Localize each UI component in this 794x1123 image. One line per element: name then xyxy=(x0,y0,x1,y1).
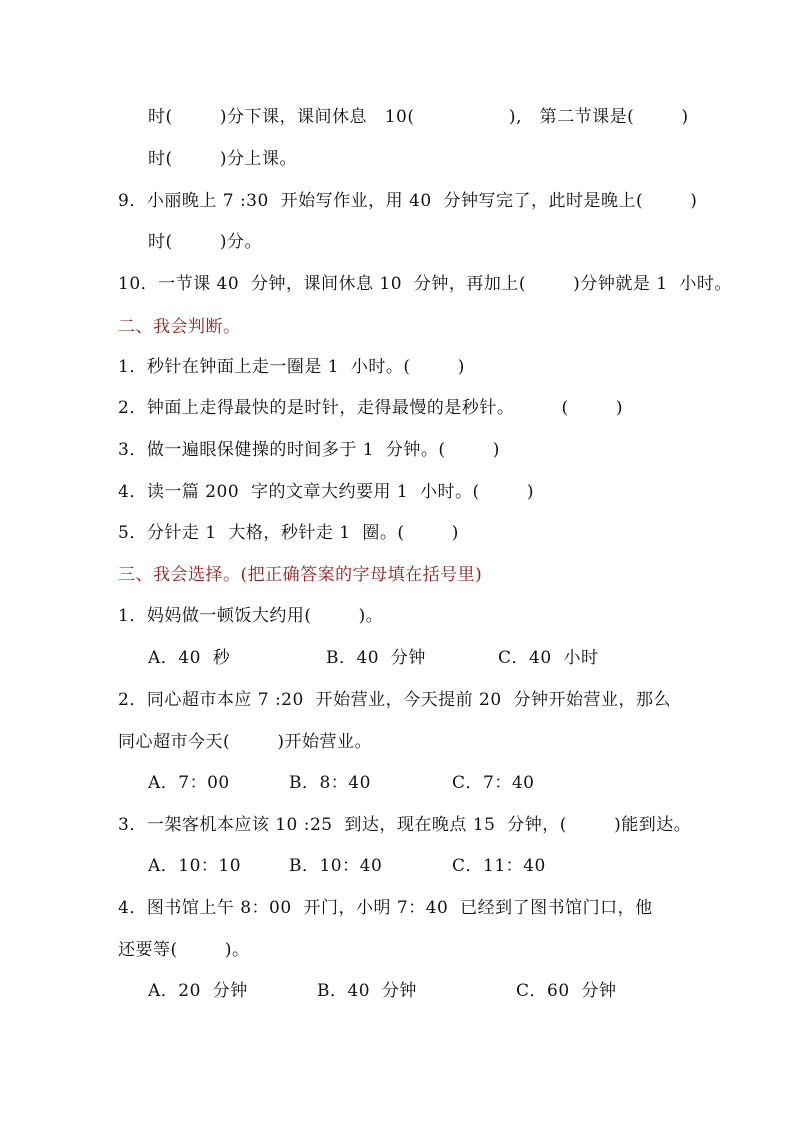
choice-q2-option-c: C．7：40 xyxy=(452,773,535,793)
question-8-line-2: 时( )分上课。 xyxy=(148,149,297,169)
judge-item-1: 1．秒针在钟面上走一圈是 1 小时。( ) xyxy=(118,357,465,377)
section-3-heading: 三、我会选择。(把正确答案的字母填在括号里) xyxy=(118,565,483,585)
choice-q3-option-b: B．10：40 xyxy=(289,856,383,876)
question-9-line-1: 9．小丽晚上 7 :30 开始写作业，用 40 分钟写完了，此时是晚上( ) xyxy=(118,191,698,211)
choice-q2-stem-line-2: 同心超市今天( )开始营业。 xyxy=(118,732,372,752)
choice-q4-stem-line-2: 还要等( )。 xyxy=(118,940,250,960)
judge-item-2: 2．钟面上走得最快的是时针，走得最慢的是秒针。 ( ) xyxy=(118,398,624,418)
choice-q1-option-c: C．40 小时 xyxy=(498,648,599,668)
question-8-line-1: 时( )分下课，课间休息 10( ), 第二节课是( ) xyxy=(148,107,689,127)
choice-q2-option-a: A．7：00 xyxy=(148,773,230,793)
choice-q1-option-a: A．40 秒 xyxy=(148,648,231,668)
question-10: 10．一节课 40 分钟，课间休息 10 分钟，再加上( )分钟就是 1 小时。 xyxy=(118,274,732,294)
choice-q3-stem: 3．一架客机本应该 10 :25 到达，现在晚点 15 分钟，( )能到达。 xyxy=(118,815,692,835)
choice-q4-stem-line-1: 4．图书馆上午 8：00 开门，小明 7：40 已经到了图书馆门口，他 xyxy=(118,898,653,918)
choice-q1-option-b: B．40 分钟 xyxy=(326,648,426,668)
question-9-line-2: 时( )分。 xyxy=(148,232,262,252)
choice-q3-option-a: A．10：10 xyxy=(148,856,242,876)
judge-item-3: 3．做一遍眼保健操的时间多于 1 分钟。( ) xyxy=(118,440,500,460)
choice-q2-option-b: B．8：40 xyxy=(289,773,371,793)
section-2-heading: 二、我会判断。 xyxy=(118,317,241,337)
choice-q4-option-a: A．20 分钟 xyxy=(148,981,248,1001)
choice-q3-option-c: C．11：40 xyxy=(452,856,546,876)
choice-q4-option-b: B．40 分钟 xyxy=(317,981,417,1001)
choice-q4-option-c: C．60 分钟 xyxy=(516,981,617,1001)
judge-item-4: 4．读一篇 200 字的文章大约要用 1 小时。( ) xyxy=(118,482,534,502)
choice-q2-stem-line-1: 2．同心超市本应 7 :20 开始营业，今天提前 20 分钟开始营业，那么 xyxy=(118,690,671,710)
choice-q1-stem: 1．妈妈做一顿饭大约用( )。 xyxy=(118,606,384,626)
judge-item-5: 5．分针走 1 大格，秒针走 1 圈。( ) xyxy=(118,523,459,543)
